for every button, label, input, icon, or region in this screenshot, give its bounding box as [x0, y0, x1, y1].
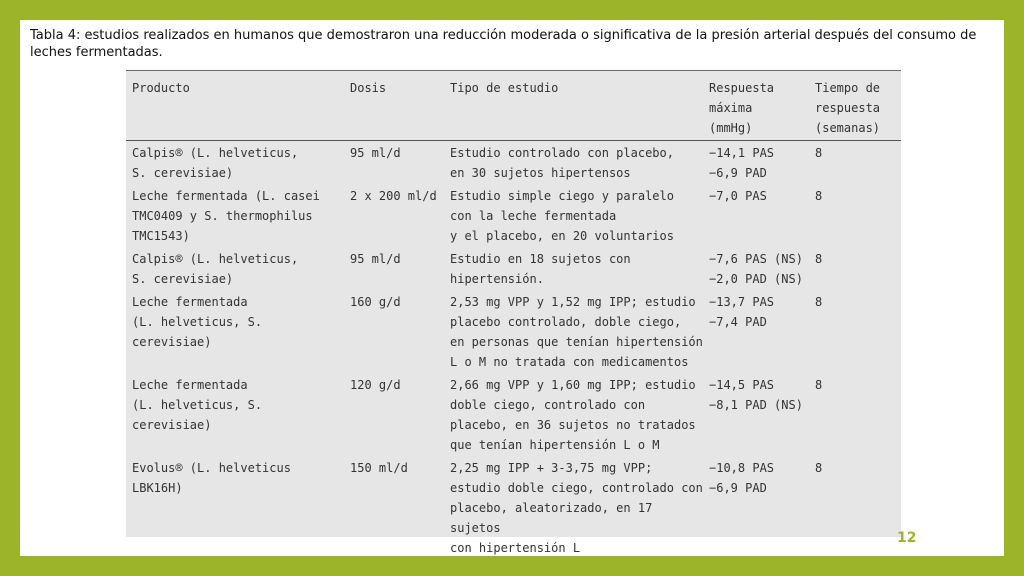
cell-producto: Leche fermentada (L. helveticus, S. cerevisiae) — [132, 295, 263, 349]
cell-respuesta: −14,1 PAS −6,9 PAD — [709, 146, 775, 180]
table-row — [126, 455, 901, 558]
slide — [20, 20, 1004, 556]
cell-tiempo: 8 — [815, 146, 823, 160]
header-tipo-estudio: Tipo de estudio — [444, 71, 703, 141]
cell-producto: Evolus® (L. helveticus LBK16H) — [132, 461, 291, 495]
header-producto: Producto — [126, 71, 344, 141]
cell-respuesta: −14,5 PAS −8,1 PAD (NS) — [709, 378, 803, 412]
table-row — [126, 246, 901, 289]
cell-respuesta: −7,0 PAS — [709, 189, 767, 203]
cell-tipo: Estudio controlado con placebo, en 30 sujetos hipertensos — [450, 146, 674, 180]
cell-dosis: 2 x 200 ml/d — [350, 189, 437, 203]
cell-tipo: Estudio simple ciego y paralelo con la leche fermentada y el placebo, en 20 voluntarios — [450, 189, 674, 243]
table-row — [126, 372, 901, 455]
cell-producto: Leche fermentada (L. casei TMC0409 y S. thermophilus TMC1543) — [132, 189, 320, 243]
cell-dosis: 95 ml/d — [350, 252, 401, 266]
cell-respuesta: −7,6 PAS (NS) −2,0 PAD (NS) — [709, 252, 803, 286]
cell-tipo: 2,25 mg IPP + 3-3,75 mg VPP; estudio doble ciego, controlado con placebo, aleatorizado, en 17 sujetos con hipertensión L — [450, 461, 703, 555]
cell-dosis: 120 g/d — [350, 378, 401, 392]
cell-tipo: 2,53 mg VPP y 1,52 mg IPP; estudio placebo controlado, doble ciego, en personas que tenían hipertensión L o M no tratada con medicamentos — [450, 295, 703, 369]
cell-tipo: Estudio en 18 sujetos con hipertensión. — [450, 252, 631, 286]
cell-producto: Calpis® (L. helveticus, S. cerevisiae) — [132, 252, 299, 286]
cell-tipo: 2,66 mg VPP y 1,60 mg IPP; estudio doble ciego, controlado con placebo, en 36 sujetos no tratados que tenían hipertensión L o M — [450, 378, 696, 452]
header-dosis: Dosis — [344, 71, 444, 141]
table-row — [126, 141, 901, 184]
header-respuesta: Respuesta máxima (mmHg) — [703, 71, 809, 141]
header-tiempo: Tiempo de respuesta (semanas) — [809, 71, 901, 141]
table-row — [126, 183, 901, 246]
cell-respuesta: −13,7 PAS −7,4 PAD — [709, 295, 775, 329]
table-row — [126, 289, 901, 372]
cell-respuesta: −10,8 PAS −6,9 PAD — [709, 461, 775, 495]
cell-producto: Leche fermentada (L. helveticus, S. cerevisiae) — [132, 378, 263, 432]
cell-tiempo: 8 — [815, 189, 823, 203]
cell-dosis: 150 ml/d — [350, 461, 408, 475]
cell-producto: Calpis® (L. helveticus, S. cerevisiae) — [132, 146, 299, 180]
cell-dosis: 95 ml/d — [350, 146, 401, 160]
page-number: 12 — [897, 530, 917, 546]
data-table-container — [126, 70, 901, 555]
table-header-row — [126, 71, 901, 141]
studies-table — [126, 70, 901, 558]
cell-tiempo: 8 — [815, 252, 823, 266]
table-caption: Tabla 4: estudios realizados en humanos que demostraron una reducción moderada o significativa de la presión arterial después del consumo de leches fermentadas. — [30, 28, 977, 60]
cell-dosis: 160 g/d — [350, 295, 401, 309]
cell-tiempo: 8 — [815, 378, 823, 392]
cell-tiempo: 8 — [815, 461, 823, 475]
cell-tiempo: 8 — [815, 295, 823, 309]
